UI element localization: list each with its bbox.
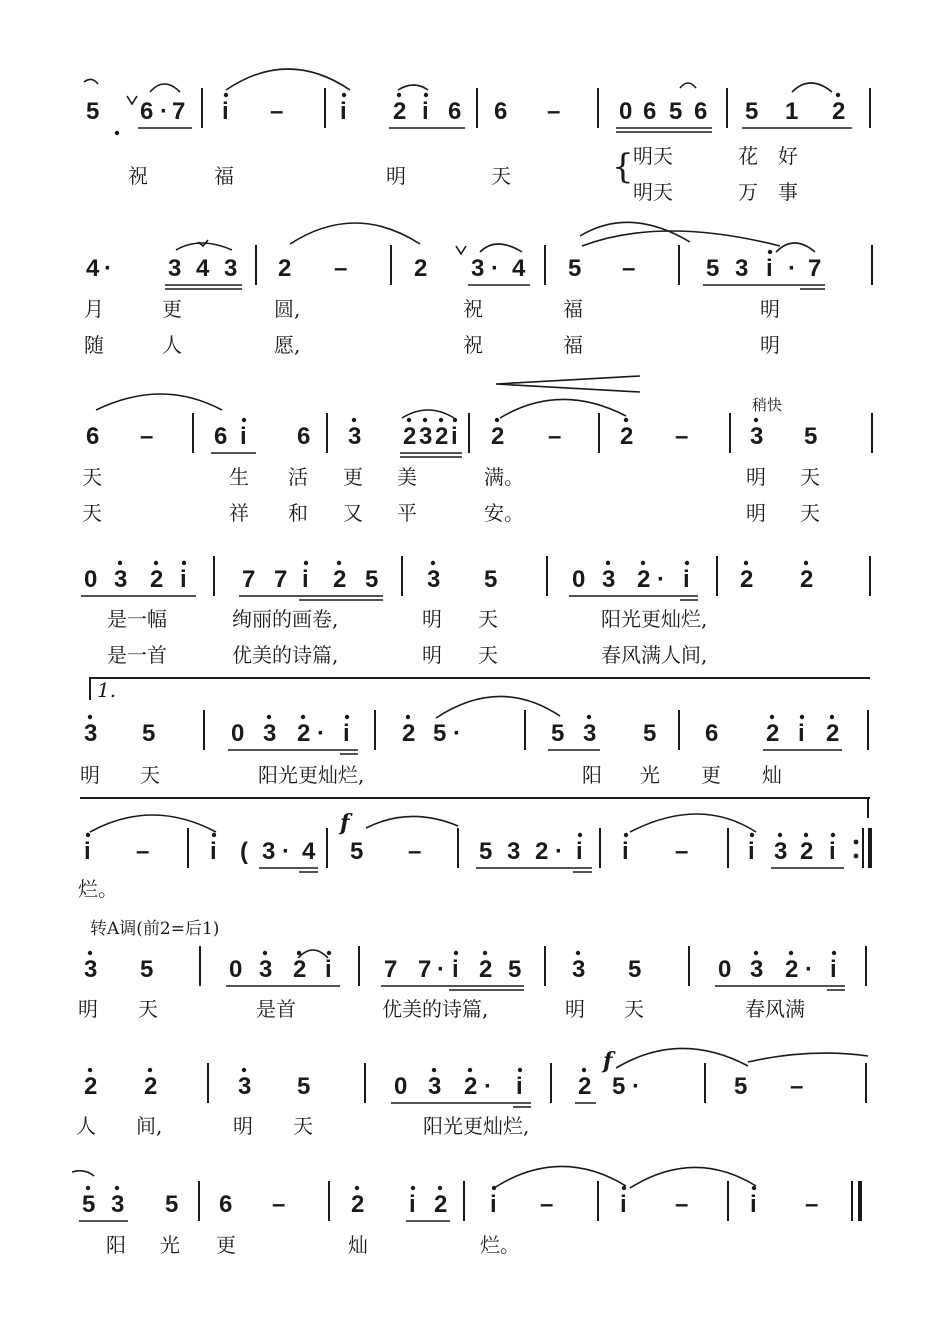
note-glyph: – <box>790 1073 804 1100</box>
note-glyph: 2 <box>800 566 814 593</box>
note-glyph: 5 <box>82 1191 96 1218</box>
note-glyph: i <box>240 423 247 450</box>
note-glyph: · <box>484 1073 492 1100</box>
note-glyph: 7 <box>384 956 398 983</box>
note-glyph: 0 <box>229 956 243 983</box>
note-glyph: 0 <box>572 566 586 593</box>
note-glyph: 3 <box>735 255 749 282</box>
lyric-syllable: 阳光更灿烂, <box>423 1114 530 1138</box>
note-glyph: – <box>675 1191 689 1218</box>
note-glyph: 3 <box>238 1073 252 1100</box>
note-glyph: i <box>829 838 836 865</box>
lyric-syllable: 天 <box>624 997 644 1021</box>
note-glyph: 2 <box>402 720 416 747</box>
note-glyph: 3 <box>168 255 182 282</box>
note-glyph: · <box>317 720 325 747</box>
note-glyph: 2 <box>150 566 164 593</box>
lyric-syllable: 明 <box>760 333 780 357</box>
note-glyph: · <box>160 98 168 125</box>
verse-brace: { <box>612 147 634 187</box>
note-glyph: 6 <box>705 720 719 747</box>
note-glyph: i <box>210 838 217 865</box>
lyric-syllable: 更 <box>701 763 721 787</box>
note-glyph: – <box>622 255 636 282</box>
lyric-syllable: 祝 <box>463 333 483 357</box>
lyric-syllable: 明 <box>233 1114 253 1138</box>
note-glyph: i <box>409 1191 416 1218</box>
lyric-syllable: 万 <box>738 180 758 204</box>
note-glyph: i <box>622 838 629 865</box>
lyric-syllable: 月 <box>84 297 104 321</box>
tempo-marking: 稍快 <box>752 396 783 414</box>
note-glyph: 2 <box>832 98 846 125</box>
note-glyph: 5 <box>140 956 154 983</box>
note-glyph: 3 <box>348 423 362 450</box>
note-glyph: 0 <box>231 720 245 747</box>
note-glyph: i <box>84 838 91 865</box>
lyric-syllable: 人 <box>76 1114 96 1138</box>
note-glyph: 5 <box>350 838 364 865</box>
note-glyph: i <box>452 956 459 983</box>
note-glyph: – <box>547 98 561 125</box>
note-glyph: 5 <box>734 1073 748 1100</box>
note-glyph: 5 <box>804 423 818 450</box>
volta-label: 1. <box>97 678 117 702</box>
note-glyph: 6 <box>86 423 100 450</box>
note-glyph: 5 <box>628 956 642 983</box>
lyric-syllable: 灿 <box>348 1233 368 1257</box>
lyric-syllable: 美 <box>397 465 417 489</box>
note-glyph: 0 <box>619 98 633 125</box>
note-glyph: 2 <box>393 98 407 125</box>
lyric-syllable: 明 <box>565 997 585 1021</box>
lyric-syllable: 更 <box>216 1233 236 1257</box>
note-glyph: – <box>270 98 284 125</box>
note-glyph: i <box>222 98 229 125</box>
note-glyph: 5 <box>297 1073 311 1100</box>
dynamic-marking: f <box>340 810 350 836</box>
note-glyph: · <box>282 838 290 865</box>
note-glyph: 3 <box>259 956 273 983</box>
note-glyph: 3 <box>224 255 238 282</box>
note-glyph: 2 <box>464 1073 478 1100</box>
note-glyph: 7 <box>808 255 822 282</box>
note-glyph: 2 <box>785 956 799 983</box>
note-glyph: 5 <box>142 720 156 747</box>
lyric-syllable: 祝 <box>128 164 148 188</box>
note-glyph: 3 <box>262 838 276 865</box>
lyric-syllable: 天 <box>140 763 160 787</box>
lyric-syllable: 福 <box>214 164 234 188</box>
lyric-syllable: 天 <box>800 501 820 525</box>
note-glyph: 3 <box>419 423 433 450</box>
note-glyph: i <box>830 956 837 983</box>
lyric-syllable: 烂。 <box>78 877 118 901</box>
note-glyph: – <box>408 838 422 865</box>
lyric-syllable: 明天 <box>633 144 673 168</box>
lyric-syllable: 随 <box>84 333 104 357</box>
lyric-syllable: 光 <box>640 763 660 787</box>
note-glyph: 2 <box>637 566 651 593</box>
note-glyph: · <box>805 956 813 983</box>
note-glyph: 3 <box>427 566 441 593</box>
note-glyph: 3 <box>583 720 597 747</box>
note-glyph: 3 <box>428 1073 442 1100</box>
lyric-syllable: 福 <box>563 333 583 357</box>
lyric-syllable: 天 <box>478 643 498 667</box>
note-glyph: 3 <box>507 838 521 865</box>
note-glyph: 5 <box>479 838 493 865</box>
note-glyph: 2 <box>766 720 780 747</box>
note-glyph: · <box>453 720 461 747</box>
note-glyph: 5 <box>745 98 759 125</box>
note-glyph: 6 <box>219 1191 233 1218</box>
note-glyph: 4 <box>196 255 210 282</box>
lyric-syllable: 春风满人间, <box>601 643 708 667</box>
lyric-syllable: 平 <box>397 501 417 525</box>
note-glyph: 4 <box>302 838 316 865</box>
note-glyph: i <box>750 1191 757 1218</box>
note-glyph: i <box>422 98 429 125</box>
note-glyph: 5 <box>706 255 720 282</box>
lyric-syllable: 春风满 <box>745 997 805 1021</box>
note-glyph: 3 <box>602 566 616 593</box>
lyric-syllable: 圆, <box>274 297 301 321</box>
lyric-syllable: 明 <box>422 607 442 631</box>
note-glyph: i <box>766 255 773 282</box>
note-glyph: 2 <box>278 255 292 282</box>
note-glyph: 0 <box>394 1073 408 1100</box>
note-glyph: 3 <box>114 566 128 593</box>
note-glyph: 1 <box>785 98 799 125</box>
lyric-syllable: 人 <box>162 333 182 357</box>
note-glyph: – <box>272 1191 286 1218</box>
note-glyph: 2 <box>491 423 505 450</box>
note-glyph: – <box>140 423 154 450</box>
note-glyph: 2 <box>578 1073 592 1100</box>
note-glyph: 2 <box>740 566 754 593</box>
lyric-syllable: 和 <box>288 501 308 525</box>
note-glyph: i <box>343 720 350 747</box>
note-glyph: 2 <box>84 1073 98 1100</box>
note-glyph: i <box>683 566 690 593</box>
note-glyph: 7 <box>274 566 288 593</box>
note-glyph: · <box>437 956 445 983</box>
note-glyph: 5 <box>365 566 379 593</box>
lyric-syllable: 阳 <box>582 763 602 787</box>
note-glyph: 5 <box>551 720 565 747</box>
note-glyph: 4 <box>86 255 100 282</box>
note-glyph: 3 <box>263 720 277 747</box>
note-glyph: 5 <box>165 1191 179 1218</box>
lyric-syllable: 福 <box>563 297 583 321</box>
note-glyph: 3 <box>84 720 98 747</box>
lyric-syllable: 天 <box>491 164 511 188</box>
lyric-syllable: 又 <box>343 501 363 525</box>
note-glyph: 6 <box>214 423 228 450</box>
lyric-syllable: 天 <box>800 465 820 489</box>
lyric-syllable: 天 <box>478 607 498 631</box>
lyric-syllable: 明 <box>386 164 406 188</box>
note-glyph: i <box>516 1073 523 1100</box>
note-glyph: 5 <box>669 98 683 125</box>
lyric-syllable: 满。 <box>484 465 524 489</box>
note-glyph: 3 <box>750 956 764 983</box>
lyric-syllable: 天 <box>82 501 102 525</box>
lyric-syllable: 明 <box>746 465 766 489</box>
note-glyph: 3 <box>84 956 98 983</box>
note-glyph: 5 <box>612 1073 626 1100</box>
lyric-syllable: 天 <box>82 465 102 489</box>
note-glyph: i <box>180 566 187 593</box>
lyric-syllable: 天 <box>293 1114 313 1138</box>
note-glyph: 4 <box>512 255 526 282</box>
note-glyph: i <box>325 956 332 983</box>
note-glyph: – <box>334 255 348 282</box>
note-glyph: 3 <box>471 255 485 282</box>
note-glyph: 6 <box>494 98 508 125</box>
note-glyph: 2 <box>435 423 449 450</box>
note-glyph: 5 <box>643 720 657 747</box>
note-glyph: 2 <box>414 255 428 282</box>
note-glyph: 6 <box>140 98 154 125</box>
note-glyph: · <box>491 255 499 282</box>
lyric-syllable: 阳 <box>106 1233 126 1257</box>
key-change-label: 转A调(前2=后1) <box>90 919 220 939</box>
lyric-syllable: 明 <box>78 997 98 1021</box>
lyric-syllable: 明 <box>760 297 780 321</box>
note-glyph: 3 <box>572 956 586 983</box>
lyric-syllable: 优美的诗篇, <box>382 997 489 1021</box>
note-glyph: 2 <box>297 720 311 747</box>
note-glyph: · <box>555 838 563 865</box>
note-glyph: 0 <box>718 956 732 983</box>
note-glyph: 3 <box>111 1191 125 1218</box>
note-glyph: 3 <box>750 423 764 450</box>
note-glyph: 7 <box>242 566 256 593</box>
note-glyph: 7 <box>172 98 186 125</box>
note-glyph: 2 <box>434 1191 448 1218</box>
note-glyph: i <box>748 838 755 865</box>
lyric-syllable: 祝 <box>463 297 483 321</box>
note-glyph: 2 <box>800 838 814 865</box>
lyric-syllable: 是首 <box>256 997 296 1021</box>
note-glyph: 2 <box>479 956 493 983</box>
lyric-syllable: 安。 <box>484 501 524 525</box>
lyric-syllable: 明 <box>80 763 100 787</box>
lyric-syllable: 更 <box>162 297 182 321</box>
note-glyph: · <box>632 1073 640 1100</box>
note-glyph: 3 <box>774 838 788 865</box>
note-glyph: 6 <box>694 98 708 125</box>
lyric-syllable: 天 <box>138 997 158 1021</box>
note-glyph: 2 <box>620 423 634 450</box>
note-glyph: – <box>548 423 562 450</box>
lyric-syllable: 优美的诗篇, <box>232 643 339 667</box>
note-glyph: ( <box>240 838 248 865</box>
note-glyph: i <box>798 720 805 747</box>
note-glyph: i <box>490 1191 497 1218</box>
note-glyph: – <box>675 838 689 865</box>
note-glyph: 5 <box>568 255 582 282</box>
note-glyph: · <box>104 255 112 282</box>
note-glyph: 2 <box>403 423 417 450</box>
lyric-syllable: 好 <box>778 144 798 168</box>
lyric-syllable: 阳光更灿烂, <box>258 763 365 787</box>
note-glyph: i <box>620 1191 627 1218</box>
lyric-syllable: 明 <box>746 501 766 525</box>
lyric-syllable: 明天 <box>633 180 673 204</box>
note-glyph: i <box>451 423 458 450</box>
note-glyph: – <box>675 423 689 450</box>
lyric-syllable: 明 <box>422 643 442 667</box>
lyric-syllable: 活 <box>288 465 308 489</box>
dynamic-marking-2: f <box>603 1048 613 1074</box>
note-glyph: 5 <box>508 956 522 983</box>
note-glyph: 2 <box>826 720 840 747</box>
note-glyph: i <box>302 566 309 593</box>
note-glyph: 2 <box>293 956 307 983</box>
note-glyph: · <box>788 255 796 282</box>
note-glyph: 2 <box>535 838 549 865</box>
note-glyph: i <box>340 98 347 125</box>
lyric-syllable: 光 <box>160 1233 180 1257</box>
note-glyph: 2 <box>144 1073 158 1100</box>
note-glyph: 6 <box>643 98 657 125</box>
note-glyph: 5 <box>433 720 447 747</box>
note-glyph: 6 <box>297 423 311 450</box>
note-glyph: – <box>540 1191 554 1218</box>
note-glyph: 7 <box>418 956 432 983</box>
note-glyph: – <box>805 1191 819 1218</box>
note-glyph: 0 <box>84 566 98 593</box>
lyric-syllable: 花 <box>738 144 758 168</box>
note-glyph: 2 <box>333 566 347 593</box>
note-glyph: 5 <box>484 566 498 593</box>
lyric-syllable: 是一幅 <box>107 607 167 631</box>
lyric-syllable: 生 <box>229 465 249 489</box>
note-glyph: 6 <box>448 98 462 125</box>
note-glyph: 5 <box>86 98 100 125</box>
lyric-syllable: 愿, <box>274 333 301 357</box>
note-glyph: – <box>136 838 150 865</box>
lyric-syllable: 祥 <box>229 501 249 525</box>
lyric-syllable: 是一首 <box>107 643 167 667</box>
lyric-syllable: 绚丽的画卷, <box>232 607 339 631</box>
lyric-syllable: 灿 <box>762 763 782 787</box>
lyric-syllable: 烂。 <box>480 1233 520 1257</box>
lyric-syllable: 阳光更灿烂, <box>601 607 708 631</box>
lyric-syllable: 更 <box>343 465 363 489</box>
note-glyph: 2 <box>351 1191 365 1218</box>
note-glyph: i <box>576 838 583 865</box>
note-glyph: · <box>657 566 665 593</box>
lyric-syllable: 间, <box>136 1114 163 1138</box>
lyric-syllable: 事 <box>778 180 798 204</box>
